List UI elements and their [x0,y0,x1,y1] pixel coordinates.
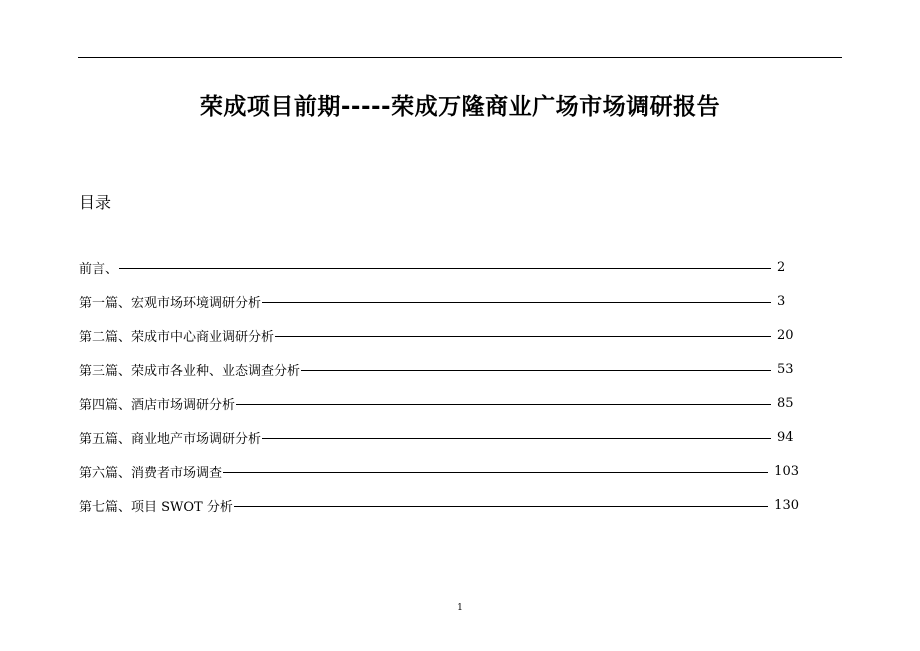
toc-entry-part-7[interactable] [79,488,799,522]
toc-entry-label: 第四篇、酒店市场调研分析 [79,397,236,413]
toc-entry-label: 第六篇、消费者市场调查 [79,465,223,481]
header-rule [78,57,842,58]
toc-entry-page: 85 [777,395,794,411]
toc-entry-part-4[interactable] [79,386,799,420]
toc-heading: 目录 [79,193,112,212]
toc-leader-line [262,438,771,439]
toc-entry-label: 第七篇、项目 SWOT 分析 [79,499,233,515]
toc-entry-label: 第二篇、荣成市中心商业调研分析 [79,329,275,345]
toc-entry-part-3[interactable] [79,352,799,386]
toc-leader-line [234,506,768,507]
toc-entry-preface[interactable] [79,250,799,284]
toc-entry-part-6[interactable] [79,454,799,488]
toc-entry-label: 第三篇、荣成市各业种、业态调查分析 [79,363,301,379]
toc-entry-page: 94 [777,429,794,445]
table-of-contents [79,250,799,522]
toc-entry-page: 2 [777,259,786,275]
toc-leader-line [223,472,768,473]
toc-entry-label: 第五篇、商业地产市场调研分析 [79,431,262,447]
document-title: 荣成项目前期-----荣成万隆商业广场市场调研报告 [199,94,721,120]
toc-entry-part-5[interactable] [79,420,799,454]
toc-entry-page: 20 [777,327,794,343]
toc-leader-line [236,404,771,405]
toc-entry-page: 53 [777,361,794,377]
toc-entry-label: 前言、 [79,261,119,277]
toc-entry-label: 第一篇、宏观市场环境调研分析 [79,295,262,311]
toc-entry-page: 103 [774,463,799,479]
toc-leader-line [262,302,771,303]
toc-leader-line [119,268,771,269]
toc-entry-part-2[interactable] [79,318,799,352]
toc-entry-page: 130 [774,497,799,513]
toc-leader-line [301,370,771,371]
toc-entry-page: 3 [777,293,786,309]
toc-entry-part-1[interactable] [79,284,799,318]
toc-leader-line [275,336,771,337]
page-number: 1 [457,603,463,613]
